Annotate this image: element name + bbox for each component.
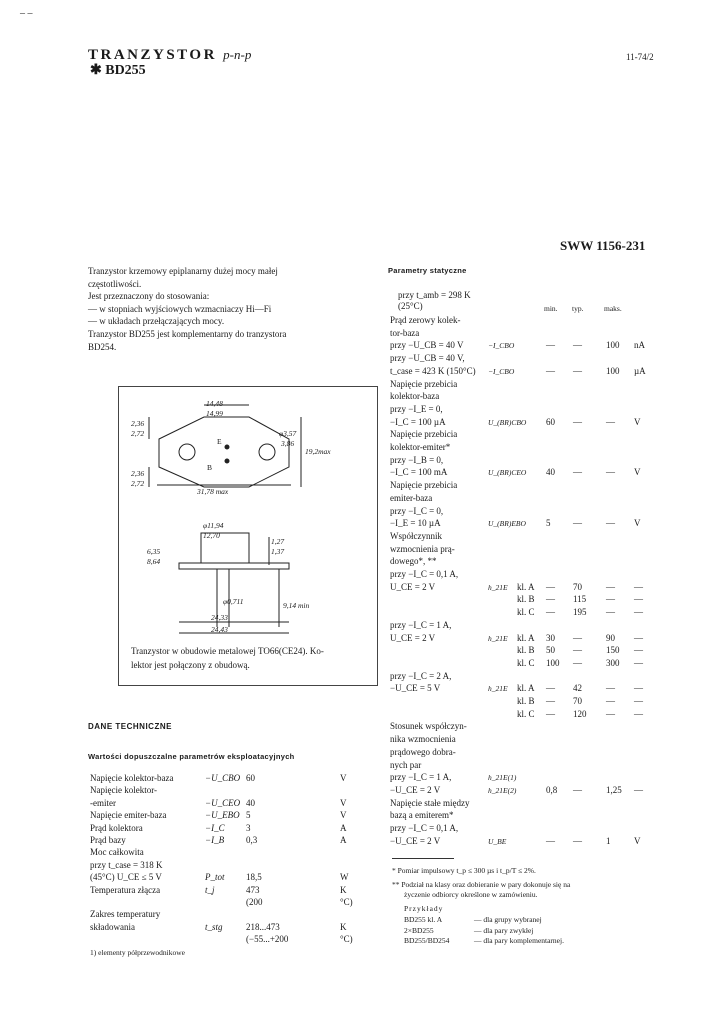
example-desc: — dla pary komplementarnej. <box>474 936 564 945</box>
static-row-min: — <box>546 835 555 846</box>
tech-row-label: składowania <box>90 921 135 932</box>
dim-label: 14,48 <box>206 399 223 408</box>
example-code: BD255/BD254 <box>404 936 450 945</box>
static-row-label: −I_C = 100 µA <box>390 416 446 427</box>
static-row-symbol: −I_CBO <box>488 366 515 376</box>
static-row-label: przy −I_C = 0,1 A, <box>390 823 459 833</box>
intro-line: częstotliwości. <box>88 278 142 289</box>
col-min: min. <box>544 304 558 313</box>
static-row-typ: 195 <box>573 607 587 618</box>
static-row-unit: µA <box>634 365 646 376</box>
tech-row-label: -emiter <box>90 797 116 808</box>
tech-row-symbol: t_j <box>205 884 215 895</box>
intro-line: — w układach przełączających mocy. <box>88 316 225 327</box>
tech-row-unit: V <box>340 773 347 783</box>
static-row-max: 1 <box>606 835 611 846</box>
static-row-max: 300 <box>606 657 620 668</box>
static-row-label: przy −I_C = 1 A, <box>390 772 452 783</box>
static-row-typ: 120 <box>573 708 587 719</box>
tech-footnote: 1) elementy półprzewodnikowe <box>90 948 185 957</box>
dim-label: 9,14 min <box>283 601 310 610</box>
dim-label: 6,35 <box>147 547 161 556</box>
static-row-min: — <box>546 340 555 351</box>
note-2: ** Podział na klasy oraz dobieranie w pary dokonuje się na <box>392 880 571 889</box>
tech-row-value: 3 <box>246 822 251 833</box>
static-row-max: — <box>606 708 615 719</box>
tech-row-unit: °C) <box>340 934 353 945</box>
tech-row-value: 60 <box>246 773 255 783</box>
static-row-min: — <box>546 708 555 719</box>
static-condition-2: (25°C) <box>398 301 423 311</box>
static-row-typ: — <box>573 467 582 478</box>
dim-label: 24,33 <box>211 613 228 622</box>
dim-label: 2,36 <box>131 469 145 478</box>
star-icon: ✱ <box>90 63 102 78</box>
static-row-label: emiter-baza <box>390 492 433 503</box>
tech-row-symbol: −I_B <box>205 835 225 845</box>
note-1: * Pomiar impulsowy t_p ≤ 300 µs i t_p/T ≤ 2%. <box>392 866 536 875</box>
tech-row-value: (−55...+200 <box>246 934 289 945</box>
static-row-label: −U_CE = 2 V <box>390 784 441 795</box>
static-row-label: przy −U_CB = 40 V, <box>390 353 465 364</box>
static-row-class: kl. C <box>517 657 535 668</box>
static-row-typ: 42 <box>573 683 582 694</box>
tech-row-symbol: −U_CBO <box>205 773 241 783</box>
static-row-min: — <box>546 607 555 618</box>
col-max: maks. <box>604 304 622 313</box>
static-row-min: — <box>546 365 555 376</box>
package-drawing <box>119 387 377 685</box>
dim-label: 19,2max <box>305 447 331 456</box>
static-row-class: kl. A <box>517 632 535 643</box>
static-row-label: tor-baza <box>390 327 420 338</box>
tech-subheading: Wartości dopuszczalne parametrów eksploatacyjnych <box>88 752 295 761</box>
tech-row-value: 40 <box>246 797 255 808</box>
dim-label: 24,43 <box>211 625 228 634</box>
title-text: TRANZYSTOR <box>88 47 217 63</box>
example-desc: — dla pary zwykłej <box>474 925 534 935</box>
static-row-symbol: h_21E <box>488 684 508 694</box>
dim-label: φ11,94 <box>203 521 224 530</box>
static-row-min: — <box>546 581 555 592</box>
note-3: życzenie odbiorcy określone w zamówieniu. <box>404 890 538 899</box>
part-number-line <box>90 62 146 79</box>
intro-line: Tranzystor BD255 jest komplementarny do tranzystora <box>88 328 287 339</box>
static-row-min: — <box>546 696 555 706</box>
static-row-max: 1,25 <box>606 784 622 795</box>
example-desc: — dla grupy wybranej <box>474 915 542 924</box>
static-row-label: kolektor-baza <box>390 391 440 402</box>
tech-row-label: Moc całkowita <box>90 847 144 858</box>
static-row-max: — <box>606 594 615 605</box>
static-row-symbol: h_21E(1) <box>488 773 517 783</box>
static-row-class: kl. B <box>517 645 535 656</box>
static-row-typ: 115 <box>573 594 587 605</box>
static-row-class: kl. C <box>517 708 535 719</box>
static-row-label: −U_CE = 5 V <box>390 683 441 694</box>
dim-label: 1,27 <box>271 537 285 546</box>
static-row-typ: — <box>573 835 582 846</box>
static-row-symbol: U_(BR)CEO <box>488 468 527 478</box>
static-row-label: t_case = 423 K (150°C) <box>390 365 476 376</box>
static-row-typ: — <box>573 784 582 795</box>
static-row-unit: — <box>634 645 643 656</box>
dim-label: 3,86 <box>281 439 295 448</box>
static-row-typ: 70 <box>573 581 582 592</box>
mount-hole-right <box>259 444 275 460</box>
static-row-typ: — <box>573 416 582 427</box>
static-row-unit: V <box>634 518 641 529</box>
static-row-unit: nA <box>634 340 645 351</box>
static-row-max: 150 <box>606 645 620 656</box>
tech-row-symbol: P_tot <box>205 872 225 883</box>
tech-heading: DANE TECHNICZNE <box>88 722 172 731</box>
static-row-label: przy −I_C = 2 A, <box>390 670 452 681</box>
static-row-label: −I_C = 100 mA <box>390 467 448 478</box>
static-row-typ: 70 <box>573 696 582 706</box>
tech-row-unit: A <box>340 822 347 833</box>
part-number: BD255 <box>105 63 146 78</box>
static-row-max: 100 <box>606 340 620 351</box>
static-row-typ: — <box>573 365 582 376</box>
top-dash: – – <box>20 8 33 19</box>
example-code: BD255 kl. A <box>404 915 443 924</box>
static-row-label: Napięcie przebicia <box>390 378 458 389</box>
static-row-typ: — <box>573 518 582 529</box>
dim-label: 8,64 <box>147 557 161 566</box>
tech-row-unit: V <box>340 810 347 821</box>
static-row-unit: — <box>634 784 643 795</box>
tech-row-unit: A <box>340 835 347 845</box>
tech-row-label: Zakres temperatury <box>90 909 161 920</box>
static-row-label: dowego*, ** <box>390 556 437 567</box>
intro-line: — w stopniach wyjściowych wzmacniaczy Hi—Fi <box>88 303 272 314</box>
tech-row-value: 0,3 <box>246 835 258 845</box>
static-row-max: — <box>606 607 615 618</box>
static-row-symbol: h_21E(2) <box>488 785 517 795</box>
static-row-label: Stosunek współczyn- <box>390 721 467 732</box>
tech-row-value: (200 <box>246 897 263 907</box>
tech-row-label: Napięcie emiter-baza <box>90 810 167 821</box>
static-row-max: — <box>606 416 615 427</box>
static-row-label: Napięcie przebicia <box>390 480 458 491</box>
tech-row-symbol: −U_EBO <box>205 810 240 821</box>
tech-row-label: Temperatura złącza <box>90 884 161 895</box>
static-row-unit: V <box>634 416 641 427</box>
static-row-max: — <box>606 467 615 478</box>
static-row-symbol: h_21E <box>488 633 508 643</box>
static-row-unit: — <box>634 657 643 668</box>
notes-rule <box>392 858 454 859</box>
static-row-typ: — <box>573 657 582 668</box>
static-row-label: prądowego dobra- <box>390 746 456 757</box>
example-code: 2×BD255 <box>404 925 434 935</box>
static-row-label: wzmocnienia prą- <box>390 543 455 554</box>
tech-row-label: przy t_case = 318 K <box>90 859 163 870</box>
tech-row-unit: V <box>340 797 347 808</box>
tech-row-symbol: t_stg <box>205 921 223 932</box>
tech-row-unit: °C) <box>340 897 353 907</box>
standard-code: SWW 1156-231 <box>560 238 646 253</box>
static-row-typ: — <box>573 632 582 643</box>
title-type: p-n-p <box>223 47 252 62</box>
static-row-min: 50 <box>546 645 555 656</box>
tech-row-symbol: −I_C <box>205 822 225 833</box>
static-row-class: kl. B <box>517 594 535 605</box>
dim-label: 31,78 max <box>197 487 229 496</box>
static-row-class: kl. C <box>517 607 535 618</box>
intro-line: Tranzystor krzemowy epiplanarny dużej mocy małej <box>88 266 278 276</box>
figure-caption-2: lektor jest połączony z obudową. <box>131 660 250 670</box>
static-row-class: kl. B <box>517 696 535 706</box>
tech-row-label: Napięcie kolektor- <box>90 785 158 796</box>
examples-heading: Przykłady <box>404 904 444 913</box>
figure-box <box>118 386 378 686</box>
page-code: 11-74/2 <box>626 52 654 62</box>
static-row-min: 60 <box>546 416 555 427</box>
static-row-min: — <box>546 683 555 694</box>
mount-hole-left <box>179 444 195 460</box>
static-row-label: −U_CE = 2 V <box>390 835 441 846</box>
pin-label-base: B <box>207 463 213 472</box>
static-row-max: — <box>606 581 615 592</box>
static-row-symbol: U_BE <box>488 836 507 846</box>
side-view-flange <box>179 563 289 569</box>
static-row-label: przy −I_C = 1 A, <box>390 619 452 630</box>
static-row-typ: — <box>573 340 582 351</box>
static-row-symbol: U_(BR)EBO <box>488 519 526 529</box>
static-row-unit: — <box>634 696 643 706</box>
tech-row-value: 18,5 <box>246 872 262 883</box>
static-row-label: Napięcie przebicia <box>390 429 458 440</box>
tech-row-label: (45°C) U_CE ≤ 5 V <box>90 872 162 883</box>
static-row-label: przy −I_B = 0, <box>390 454 444 465</box>
static-row-label: przy −I_C = 0,1 A, <box>390 569 459 579</box>
static-heading: Parametry statyczne <box>388 266 467 275</box>
dim-label: φ3,57 <box>279 429 297 438</box>
static-condition: przy t_amb = 298 K <box>398 290 471 300</box>
static-row-symbol: h_21E <box>488 582 508 592</box>
tech-row-label: Napięcie kolektor-baza <box>90 773 174 783</box>
tech-row-label: Prąd kolektora <box>90 822 143 833</box>
static-row-min: 5 <box>546 518 551 529</box>
static-row-class: kl. A <box>517 683 535 694</box>
tech-row-value: 5 <box>246 810 251 821</box>
tech-row-unit: W <box>340 872 349 883</box>
static-row-label: kolektor-emiter* <box>390 442 451 452</box>
static-row-min: 100 <box>546 657 560 668</box>
static-row-unit: — <box>634 708 643 719</box>
static-row-symbol: U_(BR)CBO <box>488 417 527 427</box>
intro-text <box>88 265 360 353</box>
static-row-label: −I_E = 10 µA <box>390 518 441 529</box>
pin-label-emitter: E <box>217 437 222 446</box>
tech-row-value: 473 <box>246 884 260 895</box>
static-row-symbol: −I_CBO <box>488 341 515 351</box>
tech-row-value: 218...473 <box>246 921 280 932</box>
static-row-label: U_CE = 2 V <box>390 632 436 643</box>
static-row-unit: — <box>634 594 643 605</box>
static-row-min: 0,8 <box>546 784 558 795</box>
static-row-unit: V <box>634 835 641 846</box>
static-row-max: 100 <box>606 365 620 376</box>
static-row-min: — <box>546 594 555 605</box>
static-row-min: 30 <box>546 632 555 643</box>
dim-label: 12,70 <box>203 531 220 540</box>
static-row-label: przy −U_CB = 40 V <box>390 340 464 351</box>
dim-label: 14,99 <box>206 409 223 418</box>
static-row-label: przy −I_E = 0, <box>390 403 443 414</box>
static-row-max: — <box>606 696 615 706</box>
static-row-unit: — <box>634 683 643 694</box>
intro-line: Jest przeznaczony do stosowania: <box>88 291 210 302</box>
static-row-max: 90 <box>606 632 615 643</box>
static-row-unit: — <box>634 581 643 592</box>
static-row-max: — <box>606 683 615 694</box>
static-row-label: przy −I_C = 0, <box>390 505 444 516</box>
pin-emitter <box>225 445 229 449</box>
dim-label: φ0,711 <box>223 597 244 606</box>
dim-label: 2,36 <box>131 419 145 428</box>
dim-label: 2,72 <box>131 429 145 438</box>
static-row-unit: V <box>634 467 641 478</box>
tech-row-unit: K <box>340 884 347 895</box>
tech-row-unit: K <box>340 921 347 932</box>
intro-line: BD254. <box>88 341 117 352</box>
static-row-label: nych par <box>390 759 422 770</box>
static-row-max: — <box>606 518 615 529</box>
static-row-unit: — <box>634 632 643 643</box>
static-row-label: nika wzmocnienia <box>390 734 456 745</box>
static-row-min: 40 <box>546 467 555 478</box>
col-typ: typ. <box>572 304 584 313</box>
static-row-unit: — <box>634 607 643 618</box>
static-row-label: Prąd zerowy kolek- <box>390 315 461 325</box>
dim-label: 1,37 <box>271 547 285 556</box>
static-row-label: Napięcie stałe między <box>390 797 470 808</box>
tech-row-symbol: −U_CEO <box>205 797 241 808</box>
dim-label: 2,72 <box>131 479 145 488</box>
tech-row-label: Prąd bazy <box>90 835 126 845</box>
static-row-label: bazą a emiterem* <box>390 810 454 821</box>
static-row-typ: — <box>573 645 582 656</box>
static-row-label: Współczynnik <box>390 530 442 541</box>
static-row-label: U_CE = 2 V <box>390 581 436 592</box>
pin-base <box>225 459 229 463</box>
static-row-class: kl. A <box>517 581 535 592</box>
figure-caption-1: Tranzystor w obudowie metalowej TO66(CE24). Ko- <box>131 646 324 656</box>
